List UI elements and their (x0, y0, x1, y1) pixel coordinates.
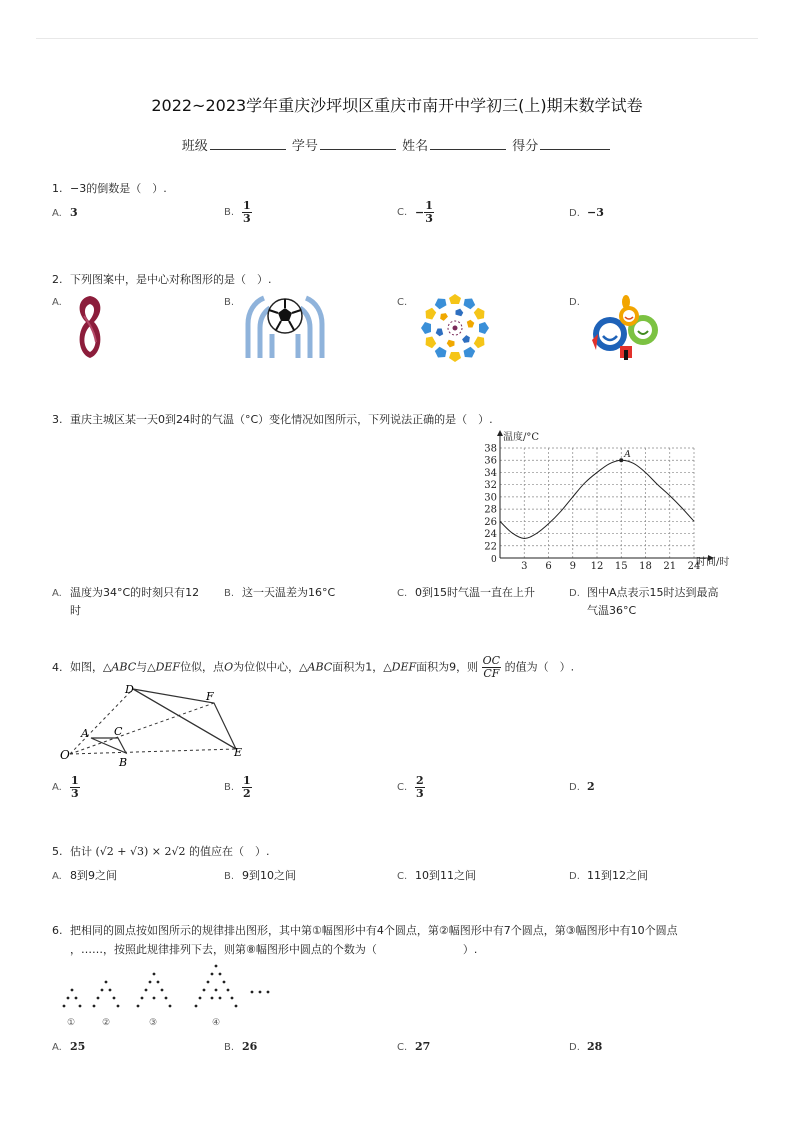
denominator: 3 (416, 787, 424, 800)
triangle-def: △DEF (383, 660, 417, 674)
denominator: 3 (243, 212, 251, 225)
field-name-label: 姓名 (402, 139, 429, 154)
q2-option-a[interactable] (52, 295, 70, 308)
denominator: 2 (243, 787, 251, 800)
numerator: 1 (243, 774, 251, 787)
emblem-smiling-faces-icon (588, 294, 664, 366)
temperature-series-line (500, 460, 694, 538)
option-label: D. (569, 208, 580, 219)
option-label: D. (569, 1042, 580, 1053)
stem-text: 如图， (70, 660, 103, 674)
y-tick-label: 24 (484, 529, 497, 541)
option-label: C. (397, 207, 408, 218)
option-value: 3 (70, 206, 78, 219)
option-label: C. (397, 1042, 408, 1053)
question-number: 4. (52, 660, 63, 674)
option-label: C. (397, 588, 408, 599)
q3-option-a[interactable] (52, 584, 199, 619)
option-value: 28 (587, 1040, 603, 1053)
option-value: 25 (70, 1040, 86, 1053)
denominator: 3 (425, 212, 433, 225)
stem-text: ，……，按照此规律排列下去，则第⑧幅图形中圆点的个数为（ (70, 943, 377, 956)
q4-option-b[interactable] (224, 775, 252, 800)
homothety-figure (56, 682, 256, 772)
question-1 (52, 180, 167, 196)
x-tick-label: 6 (545, 561, 552, 572)
y-tick-label: 28 (484, 504, 497, 516)
max-point-a (619, 458, 623, 462)
q5-option-d[interactable] (569, 867, 648, 883)
x-tick-label: 12 (590, 561, 604, 572)
chart-axes (497, 430, 714, 561)
option-value: 27 (415, 1040, 431, 1053)
label-f: F (206, 690, 214, 703)
stem-text: 把相同的圆点按如图所示的规律排出图形，其中第①幅图形中有4个圆点，第②幅图形中有7个圆点，第③幅图形中有10个圆点 (70, 924, 678, 937)
q1-option-b[interactable] (224, 200, 252, 225)
question-number: 2. (52, 273, 63, 286)
q5-option-b[interactable] (224, 867, 296, 883)
option-label: A. (52, 208, 62, 219)
question-number: 5. (52, 845, 63, 858)
y-tick-label: 34 (484, 467, 497, 479)
q1-option-a[interactable] (52, 206, 78, 219)
stem-text: 面积为1， (332, 660, 384, 674)
fraction (242, 200, 252, 225)
x-tick-label: 24 (687, 561, 701, 572)
radical-expression: (√2 + √3) × 2√2 (95, 845, 186, 858)
field-id-label: 学号 (291, 139, 318, 154)
option-value: 26 (242, 1040, 258, 1053)
option-label: C. (397, 871, 408, 882)
question-stem: 重庆主城区某一天0到24时的气温（°C）变化情况如图所示，下列说法正确的是（ ）. (70, 413, 493, 426)
option-label: B. (224, 297, 235, 308)
figure-label-1: ① (67, 1018, 76, 1028)
stem-text: 与 (136, 660, 148, 674)
option-text: 这一天温差为16°C (242, 586, 336, 599)
label-a: A (81, 727, 89, 740)
q6-option-d[interactable] (569, 1040, 602, 1053)
y-tick-label: 22 (484, 541, 497, 553)
minus-sign: − (415, 206, 425, 219)
option-label: A. (52, 782, 62, 793)
field-class-label: 班级 (181, 139, 208, 154)
question-number: 6. (52, 924, 63, 937)
denominator: CF (483, 667, 500, 680)
numerator: OC (482, 654, 501, 667)
fraction (70, 775, 80, 800)
y-tick-label: 26 (484, 516, 497, 528)
fraction (415, 775, 425, 800)
question-stem: −3的倒数是（ ）. (70, 182, 167, 195)
stem-text: ）. (462, 943, 478, 956)
denominator: 3 (71, 787, 79, 800)
fraction (242, 775, 252, 800)
x-axis-label: 时间/时 (696, 557, 730, 568)
option-value: −3 (587, 206, 604, 219)
x-tick-label: 3 (521, 561, 528, 572)
option-label: C. (397, 782, 408, 793)
option-label: B. (224, 782, 235, 793)
q6-option-c[interactable] (397, 1040, 430, 1053)
y-tick-label: 30 (484, 492, 497, 504)
field-name-blank[interactable] (430, 137, 506, 150)
field-class-blank[interactable] (210, 137, 286, 150)
option-label: B. (224, 871, 235, 882)
question-number: 3. (52, 413, 63, 426)
x-tick-label: 21 (663, 561, 677, 572)
q2-option-d[interactable] (569, 295, 587, 308)
label-b: B (119, 756, 128, 769)
option-text-continued: 气温36°C (587, 604, 637, 617)
numerator: 1 (243, 199, 251, 212)
option-text: 温度为34°C的时刻只有12 (70, 586, 200, 599)
q5-option-c[interactable] (397, 867, 476, 883)
origin-label: 0 (491, 555, 497, 565)
x-tick-label: 18 (639, 561, 652, 572)
question-4 (52, 655, 574, 680)
stem-text: 面积为9，则 (416, 660, 479, 674)
student-info-line (0, 135, 794, 154)
chart-grid (500, 448, 694, 558)
fraction-oc-cf (482, 655, 501, 680)
option-text: 8到9之间 (70, 869, 117, 882)
question-6 (52, 921, 752, 959)
option-label: D. (569, 297, 580, 308)
option-text: 0到15时气温一直在上升 (415, 586, 535, 599)
q3-option-b[interactable] (224, 584, 335, 600)
y-tick-label: 32 (484, 480, 497, 492)
chart-tick-labels (484, 444, 700, 573)
field-score-blank[interactable] (540, 137, 610, 150)
q2-option-c[interactable] (397, 295, 415, 308)
q3-option-d[interactable] (569, 584, 719, 619)
option-label: B. (224, 207, 235, 218)
y-tick-label: 36 (484, 455, 497, 467)
numerator: 1 (425, 199, 433, 212)
emblem-pentagon-flower-icon (418, 292, 492, 364)
label-c: C (114, 725, 123, 738)
field-score-label: 得分 (512, 139, 539, 154)
stem-text: 估计 (70, 845, 92, 858)
question-3 (52, 411, 493, 427)
option-text: 图中A点表示15时达到最高 (587, 586, 719, 599)
figure-label-4: ④ (212, 1018, 221, 1028)
option-label: D. (569, 588, 580, 599)
emblem-soccer-ball-icon (240, 294, 330, 360)
option-text: 10到11之间 (415, 869, 476, 882)
emblem-figure-eight-icon (72, 292, 108, 362)
question-number: 1. (52, 182, 63, 195)
fraction (424, 200, 434, 225)
option-value: 2 (587, 780, 595, 793)
option-text: 11到12之间 (587, 869, 648, 882)
numerator: 1 (71, 774, 79, 787)
x-tick-label: 9 (569, 561, 576, 572)
point-o: O (224, 660, 234, 674)
option-label: D. (569, 782, 580, 793)
question-2 (52, 271, 272, 287)
temperature-line-chart (470, 428, 750, 576)
option-label: B. (224, 1042, 235, 1053)
option-text: 9到10之间 (242, 869, 296, 882)
max-point-label: A (624, 450, 631, 461)
y-tick-label: 38 (484, 443, 497, 455)
option-label: D. (569, 871, 580, 882)
option-label: C. (397, 297, 408, 308)
field-id-blank[interactable] (320, 137, 396, 150)
y-axis-label: 温度/°C (503, 432, 540, 443)
triangle-abc: △ABC (103, 660, 137, 674)
option-label: A. (52, 297, 62, 308)
x-tick-label: 15 (614, 561, 628, 572)
option-label: A. (52, 871, 62, 882)
q6-option-a[interactable] (52, 1040, 85, 1053)
label-d: D (125, 683, 134, 696)
triangle-abc: △ABC (299, 660, 333, 674)
q1-option-c[interactable] (397, 200, 434, 225)
stem-text: 为位似中心， (233, 660, 300, 674)
q4-option-d[interactable] (569, 780, 595, 793)
q1-option-d[interactable] (569, 206, 604, 219)
top-rule (36, 38, 758, 39)
figure-label-3: ③ (149, 1018, 158, 1028)
numerator: 2 (416, 774, 424, 787)
question-stem: 下列图案中，是中心对称图形的是（ ）. (70, 273, 272, 286)
q6-option-b[interactable] (224, 1040, 257, 1053)
option-label: A. (52, 1042, 62, 1053)
page-title: 2022~2023学年重庆沙坪坝区重庆市南开中学初三(上)期末数学试卷 (151, 96, 643, 115)
question-5 (52, 843, 270, 859)
q4-option-a[interactable] (52, 775, 80, 800)
triangle-def: △DEF (147, 660, 181, 674)
option-label: A. (52, 588, 62, 599)
figure-label-2: ② (102, 1018, 111, 1028)
stem-text: 的值应在（ ）. (189, 845, 270, 858)
q3-option-c[interactable] (397, 584, 535, 600)
dot-pattern-figure (56, 960, 286, 1032)
option-text-continued: 时 (70, 604, 81, 617)
label-e: E (234, 746, 243, 759)
option-label: B. (224, 588, 235, 599)
q4-option-c[interactable] (397, 775, 425, 800)
stem-text: 的值为（ ）. (504, 660, 575, 674)
stem-text: 位似，点 (180, 660, 225, 674)
label-o: O (60, 748, 70, 762)
q5-option-a[interactable] (52, 867, 117, 883)
